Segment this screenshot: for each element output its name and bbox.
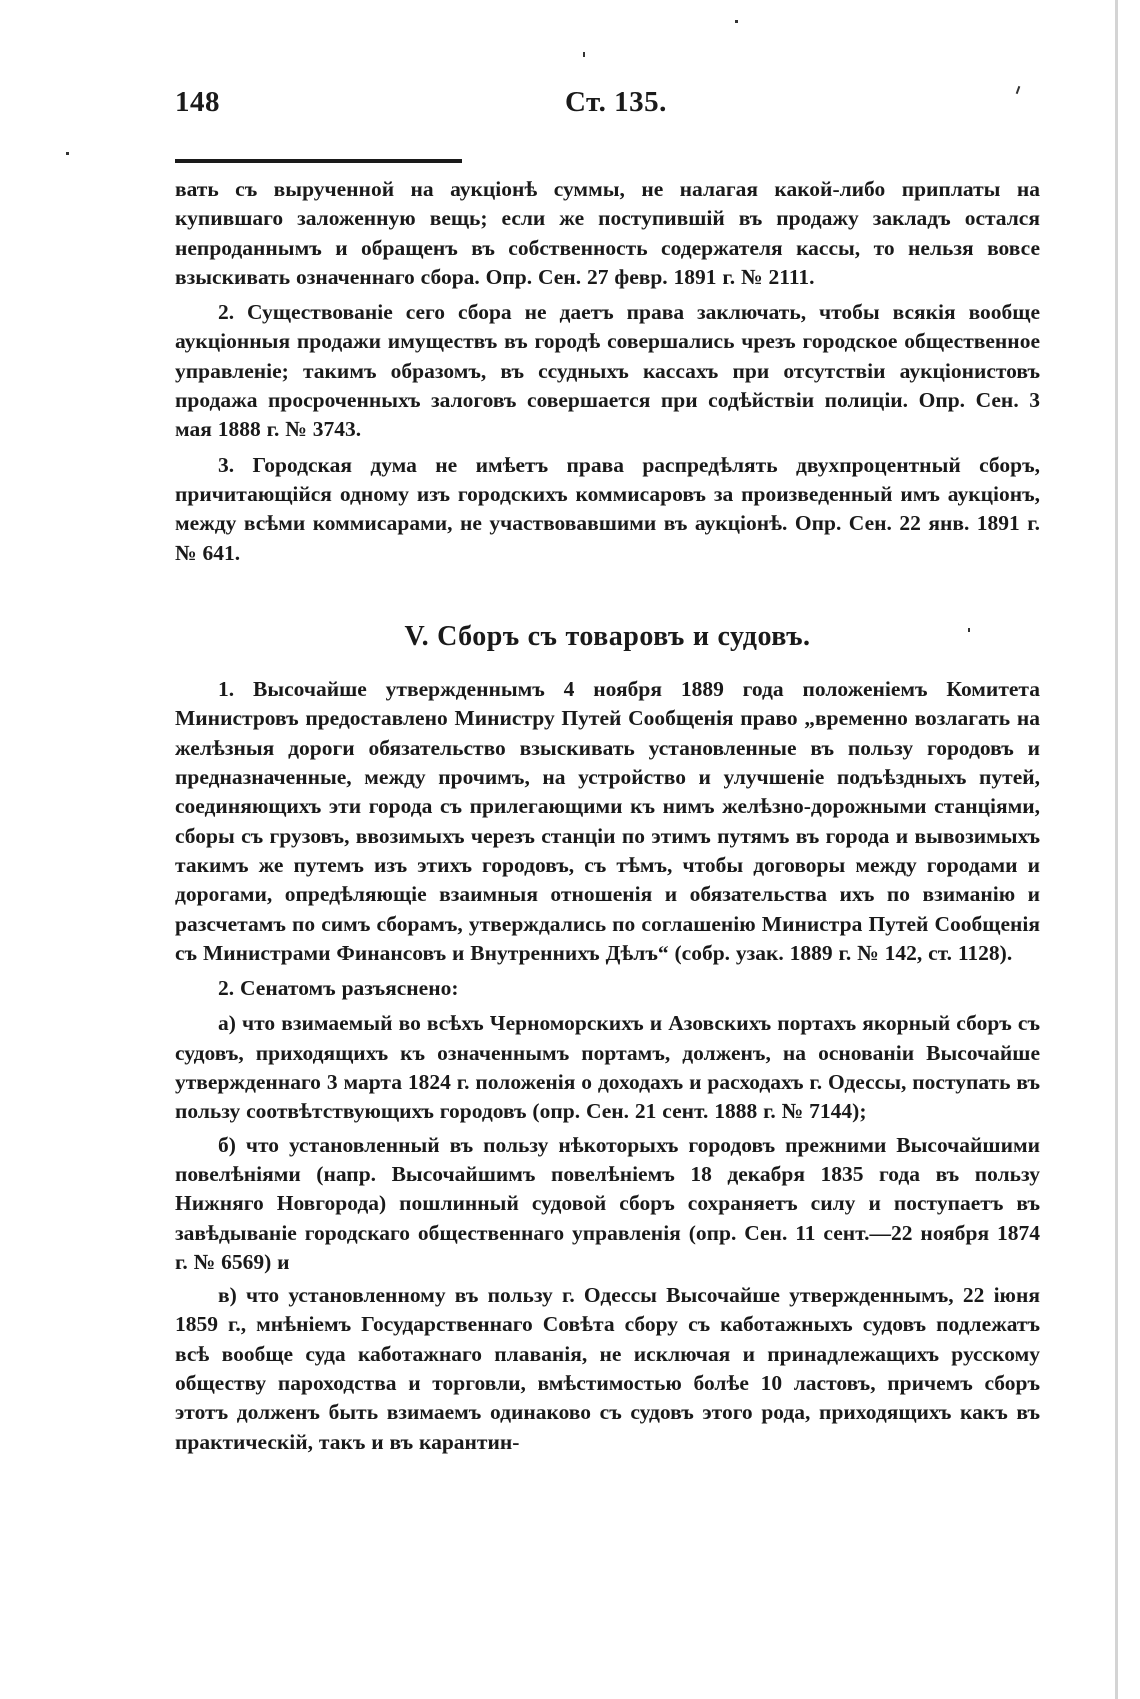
sub-item-a: а) что взимаемый во всѣхъ Черноморскихъ и Азовскихъ портахъ якорный сборъ съ судовъ, приходящихъ къ означеннымъ портамъ, долженъ, на основаніи Высочайше утвержденнаго 3 марта 1824 г. положенія о доходахъ и расходахъ г. Одессы, поступать въ пользу соотвѣтствующихъ городовъ (опр. Сен. 21 сент. 1888 г. № 7144); bbox=[175, 1011, 1040, 1124]
paragraph-3: 3. Городская дума не имѣетъ права распредѣлять двухпроцентный сборъ, причитающійся одному изъ городскихъ коммисаровъ за произведенный имъ аукціонъ, между всѣми коммисарами, не участвовавшими въ аукціонѣ. Опр. Сен. 22 янв. 1891 г. № 641. bbox=[175, 452, 1040, 565]
sub-item-c: в) что установленному въ пользу г. Одессы Высочайше утвержденнымъ, 22 іюня 1859 г., мнѣніемъ Государственнаго Совѣта сбору съ каботажныхъ судовъ подлежатъ всѣ вообще суда каботажнаго плаванія, не исключая и принадлежащихъ русскому обществу пароходства и торговли, вмѣстимостью болѣе 10 ластовъ, причемъ сборъ этотъ долженъ быть взимаемъ одинаково съ судовъ этого рода, приходящихъ какъ въ практическій, такъ и въ карантин- bbox=[175, 1283, 1040, 1454]
section-paragraph-1: 1. Высочайше утвержденнымъ 4 ноября 1889 года положеніемъ Комитета Министровъ предоставлено Министру Путей Сообщенія право „временно возлагать на желѣзныя дороги обязательство взыскивать установленные въ пользу городовъ и предназначенные, между прочимъ, на устройство и улучшеніе подъѣздныхъ путей, соединяющихъ эти города съ прилегающими къ нимъ желѣзно-дорожными станціями, сборы съ грузовъ, ввозимыхъ черезъ станціи по этимъ путямъ въ города и вывозимыхъ такимъ же путемъ изъ этихъ городовъ, съ тѣмъ, чтобы договоры между городами и дорогами, опредѣляющіе взаимныя отношенія и обязательства ихъ по взиманію и разсчетамъ по симъ сборамъ, утверждались по соглашенію Министра Путей Сообщенія съ Министрами Финансовъ и Внутреннихъ Дѣлъ“ (собр. узак. 1889 г. № 142, ст. 1128). bbox=[175, 677, 1040, 965]
page-number: 148 bbox=[175, 86, 220, 118]
body-text bbox=[175, 175, 1040, 1461]
page-edge-shadow bbox=[1115, 0, 1118, 1699]
page-header bbox=[175, 86, 1040, 126]
section-heading: V. Сборъ съ товаровъ и судовъ. bbox=[404, 620, 811, 652]
sub-item-b: б) что установленный въ пользу нѣкоторыхъ городовъ прежними Высочайшими повелѣніями (напр. Высочайшимъ повелѣніемъ 18 декабря 1835 года въ пользу Нижняго Новгорода) пошлинный судовой сборъ сохраняетъ силу и поступаетъ въ завѣдываніе городскаго общественнаго управленія (опр. Сен. 11 сент.—22 ноября 1874 г. № 6569) и bbox=[175, 1132, 1040, 1274]
section-paragraph-2-intro: 2. Сенатомъ разъяснено: bbox=[218, 976, 459, 1001]
running-head: Ст. 135. bbox=[565, 86, 667, 118]
scan-speck bbox=[66, 152, 69, 155]
paragraph-continuation: вать съ вырученной на аукціонѣ суммы, не налагая какой-либо приплаты на купившаго заложенную вещь; если же поступившій въ продажу закладъ остался непроданнымъ и обращенъ въ собственность содержателя кассы, то нельзя вовсе взыскивать означеннаго сбора. Опр. Сен. 27 февр. 1891 г. № 2111. bbox=[175, 177, 1040, 289]
scan-speck bbox=[583, 52, 585, 57]
scan-speck bbox=[735, 20, 738, 23]
paragraph-2: 2. Существованіе сего сбора не даетъ права заключать, чтобы всякія вообще аукціонныя продажи имуществъ въ городѣ совершались чрезъ городское общественное управленіе; такимъ образомъ, въ ссудныхъ кассахъ при отсутствіи аукціонистовъ продажа просроченныхъ залоговъ совершается при содѣйствіи полиціи. Опр. Сен. 3 мая 1888 г. № 3743. bbox=[175, 300, 1040, 442]
header-rule bbox=[175, 159, 462, 163]
